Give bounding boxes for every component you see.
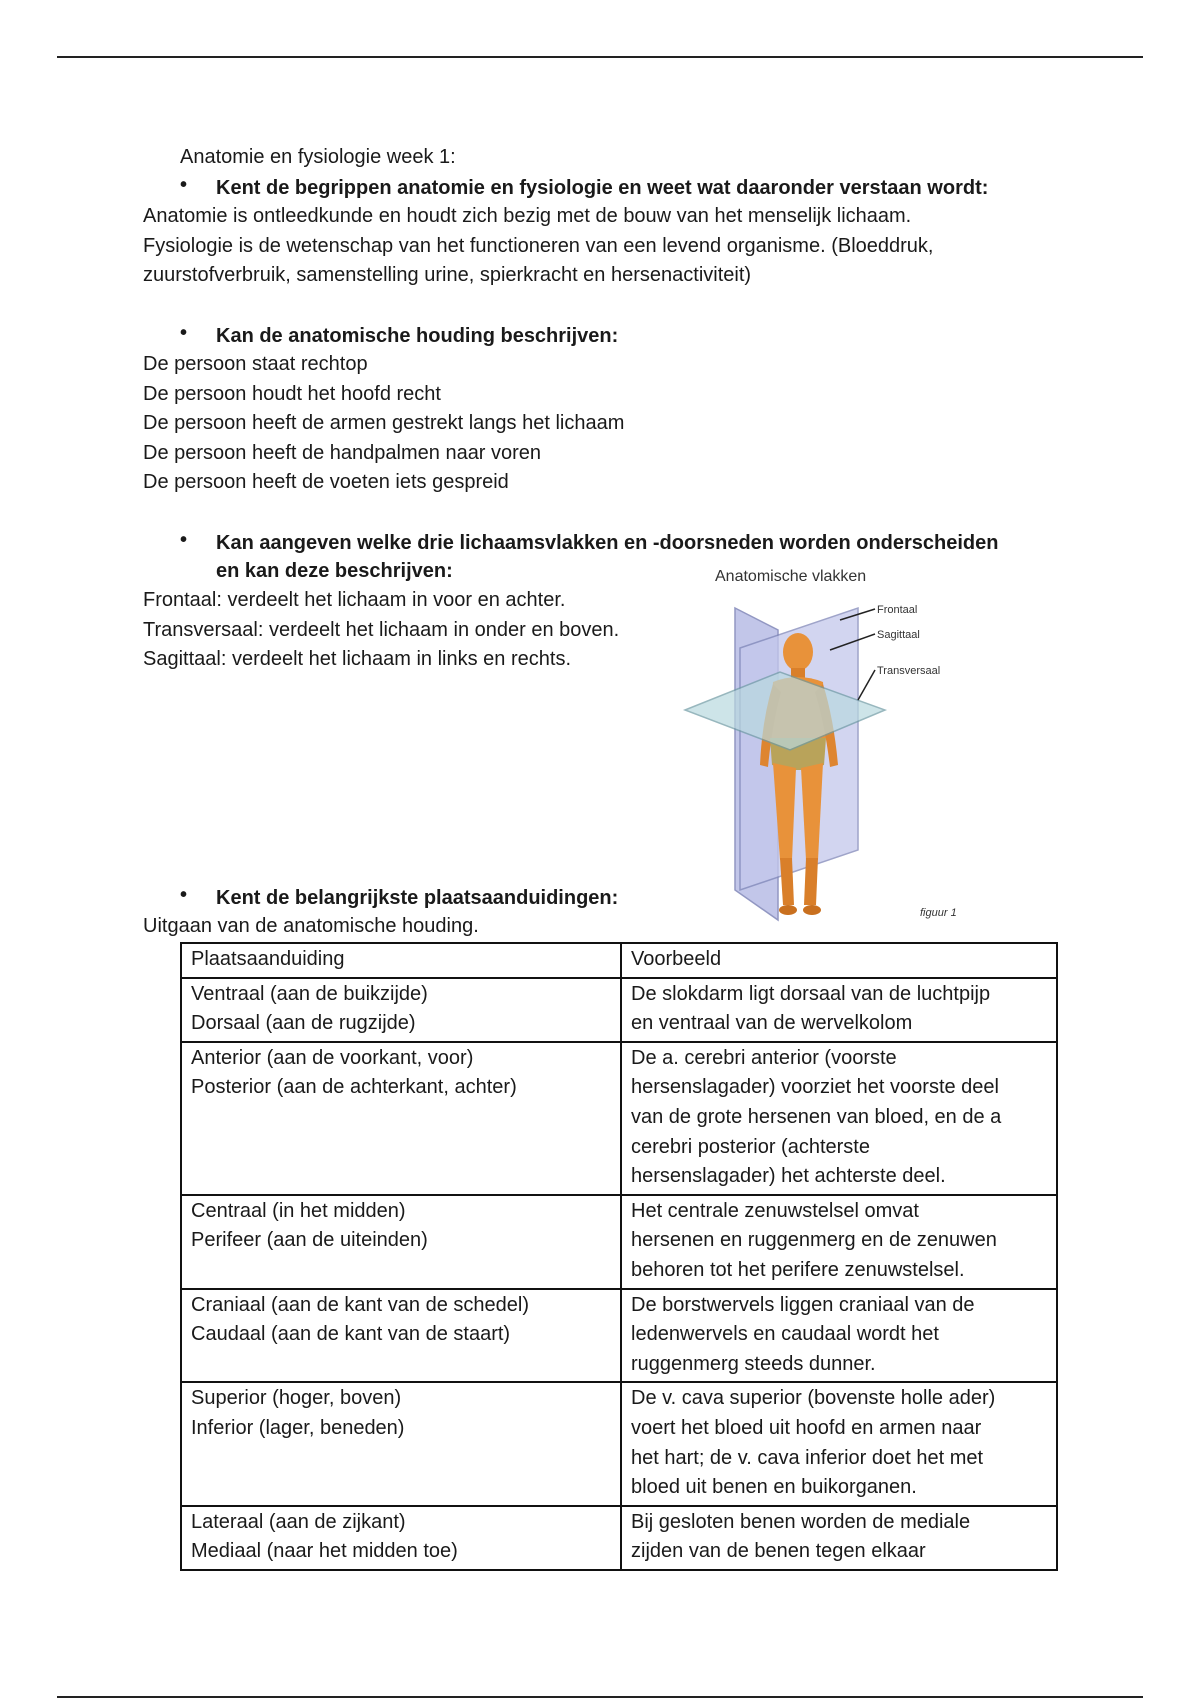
table-row <box>181 1289 1057 1383</box>
definitions-text <box>143 202 933 291</box>
text-line: Fysiologie is de wetenschap van het functioneren van een levend organisme. (Bloeddruk, <box>143 234 934 257</box>
cell-line: Lateraal (aan de zijkant) <box>191 1510 406 1533</box>
cell-line: bloed uit benen en buikorganen. <box>631 1476 917 1499</box>
table-row <box>181 978 1057 1042</box>
page-title: Anatomie en fysiologie week 1: <box>180 146 456 168</box>
cell-line: Perifeer (aan de uiteinden) <box>191 1229 428 1252</box>
header-rule <box>57 56 1143 58</box>
table-header-cell: Voorbeeld <box>621 943 1057 978</box>
table-header-cell: Plaatsaanduiding <box>181 943 621 978</box>
locations-intro <box>143 912 479 942</box>
text-line: De persoon staat rechtop <box>143 353 368 375</box>
heading-text: Kent de begrippen anatomie en fysiologie en weet wat daaronder verstaan wordt: <box>216 177 989 199</box>
cell-line: Ventraal (aan de buikzijde) <box>191 982 428 1005</box>
section-heading-posture <box>180 322 618 350</box>
anatomical-planes-illustration <box>680 560 980 930</box>
footer-rule <box>57 1696 1143 1698</box>
text-line: Anatomie is ontleedkunde en houdt zich bezig met de bouw van het menselijk lichaam. <box>143 205 912 227</box>
cell-line: Bij gesloten benen worden de mediale <box>631 1510 971 1533</box>
table-cell <box>621 1195 1057 1289</box>
posture-text <box>143 350 624 498</box>
bullet-icon: • <box>180 322 188 344</box>
table-cell <box>181 1195 621 1289</box>
cell-line: het hart; de v. cava inferior doet het met <box>631 1446 984 1469</box>
text-line: zuurstofverbruik, samenstelling urine, spierkracht en hersenactiviteit) <box>143 264 752 286</box>
cell-line: behoren tot het perifere zenuwstelsel. <box>631 1258 965 1281</box>
bullet-icon: • <box>180 884 188 906</box>
cell-line: Caudaal (aan de kant van de staart) <box>191 1323 511 1346</box>
cell-line: Craniaal (aan de kant van de schedel) <box>191 1293 529 1316</box>
text-line: De persoon houdt het hoofd recht <box>143 382 441 405</box>
table-cell <box>181 1506 621 1570</box>
table-cell <box>621 978 1057 1042</box>
label-sagittaal: Sagittaal <box>877 629 920 641</box>
heading-text: Kent de belangrijkste plaatsaanduidingen: <box>216 887 619 909</box>
cell-line: De a. cerebri anterior (voorste <box>631 1046 897 1069</box>
cell-line: De borstwervels liggen craniaal van de <box>631 1293 975 1316</box>
table-cell <box>621 1382 1057 1505</box>
table-header-row <box>181 943 1057 978</box>
text-line: Transversaal: verdeelt het lichaam in onder en boven. <box>143 618 620 641</box>
table-cell <box>621 1506 1057 1570</box>
cell-line: hersenslagader) het achterste deel. <box>631 1165 946 1188</box>
cell-line: en ventraal van de wervelkolom <box>631 1012 913 1035</box>
planes-text <box>143 586 619 675</box>
cell-line: De slokdarm ligt dorsaal van de luchtpijp <box>631 982 991 1005</box>
cell-line: De v. cava superior (bovenste holle ader) <box>631 1387 996 1410</box>
cell-line: Posterior (aan de achterkant, achter) <box>191 1076 517 1099</box>
bullet-icon: • <box>180 174 188 196</box>
text-line: De persoon heeft de armen gestrekt langs het lichaam <box>143 412 625 434</box>
figure-title: Anatomische vlakken <box>715 568 867 585</box>
locations-table <box>180 942 1058 1571</box>
cell-line: van de grote hersenen van bloed, en de a <box>631 1105 1002 1128</box>
heading-line: Kan aangeven welke drie lichaamsvlakken en -doorsneden worden onderscheiden <box>216 532 999 554</box>
label-transversaal: Transversaal <box>877 665 941 677</box>
table-row <box>181 1042 1057 1195</box>
section-heading-definitions <box>180 174 988 202</box>
label-frontaal: Frontaal <box>877 604 918 616</box>
leader-line <box>858 670 875 700</box>
table-row <box>181 1506 1057 1570</box>
cell-line: Centraal (in het midden) <box>191 1199 406 1222</box>
bullet-icon: • <box>180 529 188 551</box>
table-row <box>181 1195 1057 1289</box>
text-line: Frontaal: verdeelt het lichaam in voor en achter. <box>143 589 566 611</box>
table-cell <box>181 978 621 1042</box>
section-heading-locations <box>180 884 618 912</box>
cell-line: Anterior (aan de voorkant, voor) <box>191 1046 474 1069</box>
cell-line: ruggenmerg steeds dunner. <box>631 1352 876 1375</box>
cell-line: ledenwervels en caudaal wordt het <box>631 1323 939 1346</box>
cell-line: Het centrale zenuwstelsel omvat <box>631 1199 919 1222</box>
text-line: Uitgaan van de anatomische houding. <box>143 915 479 937</box>
cell-line: cerebri posterior (achterste <box>631 1135 870 1158</box>
heading-line: en kan deze beschrijven: <box>216 560 453 582</box>
heading-text: Kan de anatomische houding beschrijven: <box>216 325 619 347</box>
figure-caption: figuur 1 <box>920 907 957 919</box>
table-cell <box>181 1042 621 1195</box>
table-row <box>181 1382 1057 1505</box>
text-line: Sagittaal: verdeelt het lichaam in links en rechts. <box>143 648 571 670</box>
table-cell <box>181 1382 621 1505</box>
anatomical-planes-figure <box>680 560 980 930</box>
cell-line: zijden van de benen tegen elkaar <box>631 1540 926 1563</box>
cell-line: Dorsaal (aan de rugzijde) <box>191 1012 416 1035</box>
table-cell <box>621 1289 1057 1383</box>
cell-line: voert het bloed uit hoofd en armen naar <box>631 1416 982 1439</box>
cell-line: Inferior (lager, beneden) <box>191 1416 405 1439</box>
cell-line: Mediaal (naar het midden toe) <box>191 1540 458 1563</box>
table-cell <box>621 1042 1057 1195</box>
text-line: De persoon heeft de handpalmen naar voren <box>143 441 542 464</box>
text-line: De persoon heeft de voeten iets gespreid <box>143 471 509 493</box>
cell-line: hersenslagader) voorziet het voorste deel <box>631 1076 999 1099</box>
table-cell <box>181 1289 621 1383</box>
cell-line: hersenen en ruggenmerg en de zenuwen <box>631 1229 997 1252</box>
cell-line: Superior (hoger, boven) <box>191 1387 402 1410</box>
